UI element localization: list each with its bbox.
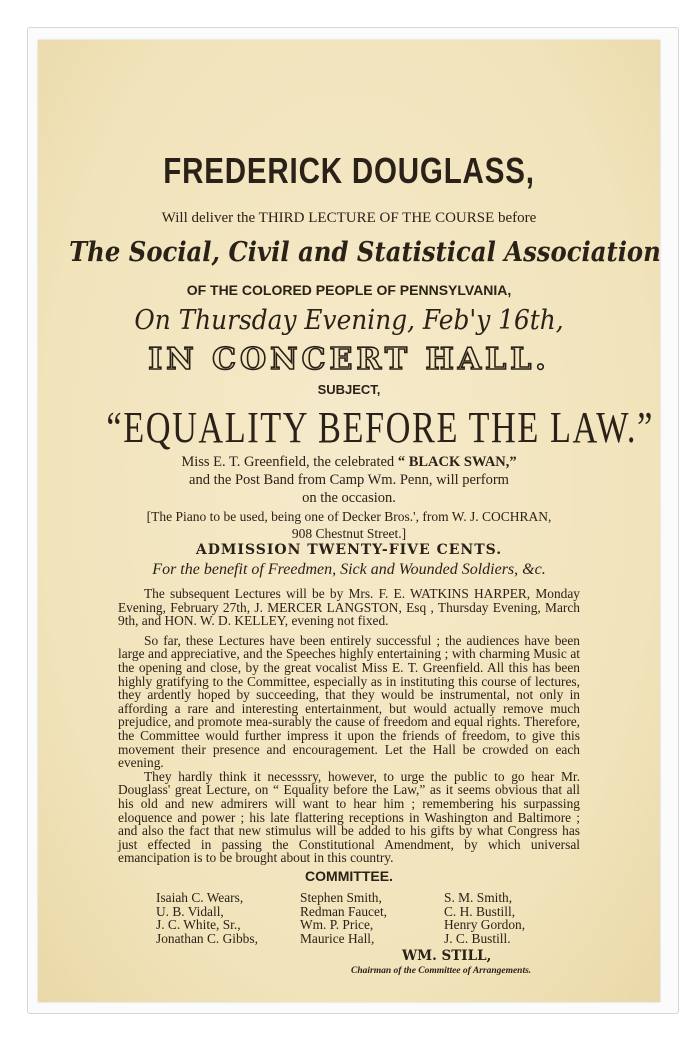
- benefit-line: For the benefit of Freedmen, Sick and Wounded Soldiers, &c.: [152, 561, 546, 578]
- committee-member: J. C. Bustill.: [444, 930, 511, 946]
- committee-member: Henry Gordon,: [444, 917, 526, 933]
- lecture-line: Will deliver the THIRD LECTURE OF THE COURSE before: [161, 210, 537, 226]
- signer-name: WM. STILL,: [402, 948, 492, 964]
- signer-title: Chairman of the Committee of Arrangements.: [351, 966, 532, 976]
- committee-member: Stephen Smith,: [300, 890, 382, 905]
- paragraph: So far, these Lectures have been entirely successful ; the audiences have been large and appreciative, and the Speeches highly entertaining ; with charming Music at the opening and close, by the great vocalist Miss E. T. Greenfield. All this has been highly gratifying to the Committee, especially as in instituting this course of lectures, they ardently hoped by succeeding, that they would be instrumental, not only in affording a rare and interesting entertainment, but would actually remove much prejudice, and promote mea-surably the cause of freedom and equal rights. Therefore, the Committee would further impress it upon the friends of freedom, to give this movement their presence and encouragement. Let the Hall be crowded on each evening.: [118, 632, 580, 771]
- performer-line: [38, 454, 660, 471]
- committee-member: Maurice Hall,: [300, 930, 375, 946]
- committee-member: C. H. Bustill,: [444, 903, 516, 919]
- piano-note: [The Piano to be used, being one of Decker Bros.', from W. J. COCHRAN,: [146, 509, 552, 524]
- committee-member: U. B. Vidall,: [156, 903, 224, 919]
- band-line: and the Post Band from Camp Wm. Penn, will perform: [189, 472, 509, 488]
- committee-member: J. C. White, Sr.,: [156, 917, 241, 933]
- committee-heading: COMMITTEE.: [305, 868, 393, 884]
- admission: ADMISSION TWENTY-FIVE CENTS.: [195, 542, 503, 558]
- committee-member: Jonathan C. Gibbs,: [156, 930, 258, 946]
- broadside-page: [38, 40, 660, 1002]
- headline: FREDERICK DOUGLASS,: [163, 150, 535, 191]
- body-text: [118, 587, 580, 865]
- committee-member: Redman Faucet,: [300, 903, 388, 919]
- association-subtitle: OF THE COLORED PEOPLE OF PENNSYLVANIA,: [186, 282, 512, 298]
- committee-member: Isaiah C. Wears,: [156, 890, 244, 905]
- association-name: The Social, Civil and Statistical Association: [69, 237, 661, 268]
- paragraph: The subsequent Lectures will be by Mrs. F. E. WATKINS HARPER, Monday Evening, February 27th, J. MERCER LANGSTON, Esq , Thursday Evening, March 9th, and HON. W. D. KELLEY, evening not fixed.: [118, 586, 580, 629]
- committee-member: S. M. Smith,: [444, 890, 513, 905]
- committee-column: [156, 891, 258, 945]
- occasion-line: on the occasion.: [302, 490, 396, 506]
- performer-text: Miss E. T. Greenfield, the celebrated: [181, 454, 398, 470]
- paragraph: They hardly think it necesssry, however, to urge the public to go hear Mr. Douglass' great Lecture, on “ Equality before the Law,” as it seems obvious that all his old and new admirers will want to hear him ; remembering his surpassing eloquence and power ; his late flattering receptions in Washington and Baltimore ; and also the fact that new stimulus will be added to his gifts by what Congress has just effected in passing the Constitutional Amendment, by which universal emancipation is to be brought about in this country.: [118, 768, 580, 866]
- event-date: On Thursday Evening, Feb'y 16th,: [134, 305, 564, 336]
- venue: IN CONCERT HALL.: [148, 342, 550, 377]
- committee-member: Wm. P. Price,: [300, 917, 374, 933]
- performer-nickname: “ BLACK SWAN,”: [397, 454, 517, 470]
- subject-label: SUBJECT,: [317, 382, 381, 397]
- committee-column: [300, 891, 387, 945]
- piano-address: 908 Chestnut Street.]: [291, 526, 407, 541]
- committee-column: [444, 891, 525, 945]
- subject-title: “EQUALITY BEFORE THE LAW.”: [106, 403, 654, 452]
